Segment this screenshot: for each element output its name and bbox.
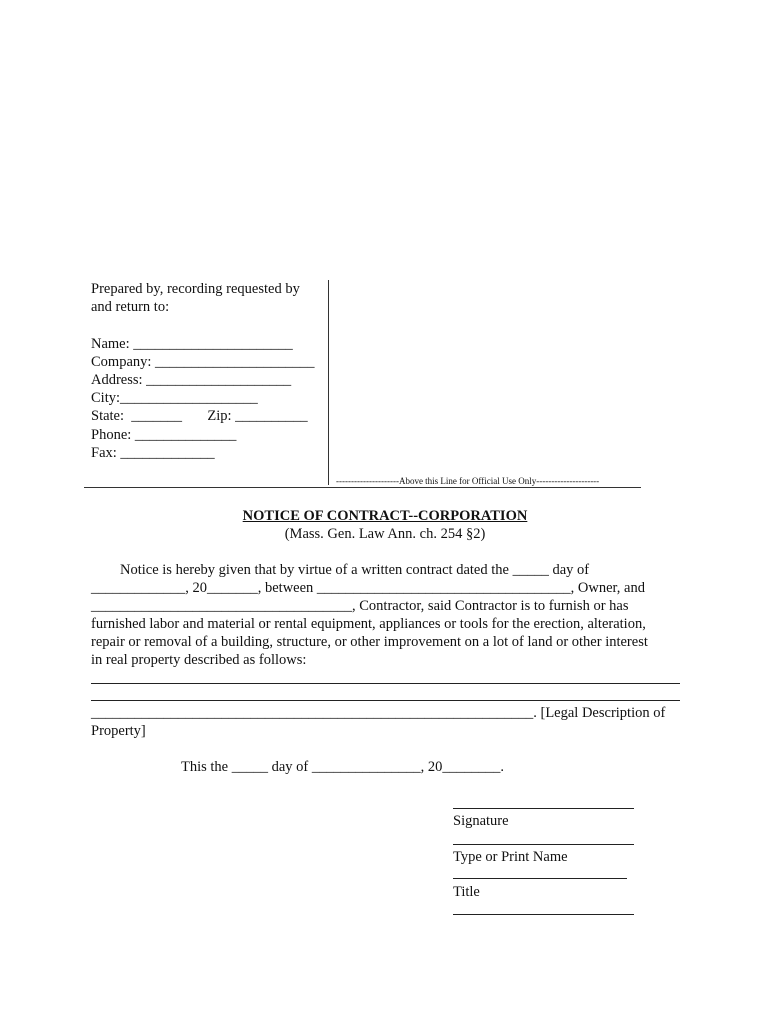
fax-field: Fax: _____________ <box>91 444 215 461</box>
phone-field: Phone: ______________ <box>91 426 237 443</box>
prepared-by-line2: and return to: <box>91 299 170 316</box>
document-subtitle: (Mass. Gen. Law Ann. ch. 254 §2) <box>284 526 486 542</box>
legal-description-blank-2 <box>91 700 680 701</box>
spacer <box>91 316 315 334</box>
legal-description-text: _____________________________________________________________. [Legal Description of <box>91 705 666 721</box>
print-name-rule <box>453 844 634 845</box>
date-line: This the _____ day of _______________, 20________. <box>181 759 505 775</box>
body-line: ____________________________________, Contractor, said Contractor is to furnish or has <box>91 598 629 614</box>
company-field: Company: ______________________ <box>91 353 315 370</box>
notice-body <box>91 561 681 669</box>
print-name-label: Type or Print Name <box>453 849 568 865</box>
return-to-block <box>91 280 315 462</box>
signature-rule <box>453 808 634 809</box>
header-divider-vertical <box>328 280 329 485</box>
body-line: repair or removal of a building, structure, or other improvement on a lot of land or other interest <box>91 634 648 650</box>
prepared-by-line1: Prepared by, recording requested by <box>91 281 300 297</box>
signature-label: Signature <box>453 813 509 829</box>
document-title-text: NOTICE OF CONTRACT--CORPORATION <box>242 508 528 524</box>
body-line: Notice is hereby given that by virtue of a written contract dated the _____ day of <box>91 562 590 578</box>
address-field: Address: ____________________ <box>91 371 292 388</box>
title-label: Title <box>453 884 480 900</box>
body-line: _____________, 20_______, between ___________________________________, Owner, and <box>91 580 645 596</box>
document-title <box>0 507 770 525</box>
title-rule <box>453 878 627 879</box>
city-field: City:___________________ <box>91 390 258 407</box>
body-line: in real property described as follows: <box>91 652 307 668</box>
official-use-label: ---------------------Above this Line for Official Use Only--------------------- <box>336 476 600 486</box>
body-line: furnished labor and material or rental equipment, appliances or tools for the erection, alteration, <box>91 616 646 632</box>
state-zip-field: State: _______ Zip: __________ <box>91 408 308 425</box>
bottom-rule <box>453 914 634 915</box>
legal-description-blank-1 <box>91 683 680 684</box>
legal-description-line <box>91 704 681 740</box>
header-divider-horizontal <box>84 487 641 488</box>
name-field: Name: ______________________ <box>91 335 293 352</box>
legal-description-cont: Property] <box>91 723 146 739</box>
